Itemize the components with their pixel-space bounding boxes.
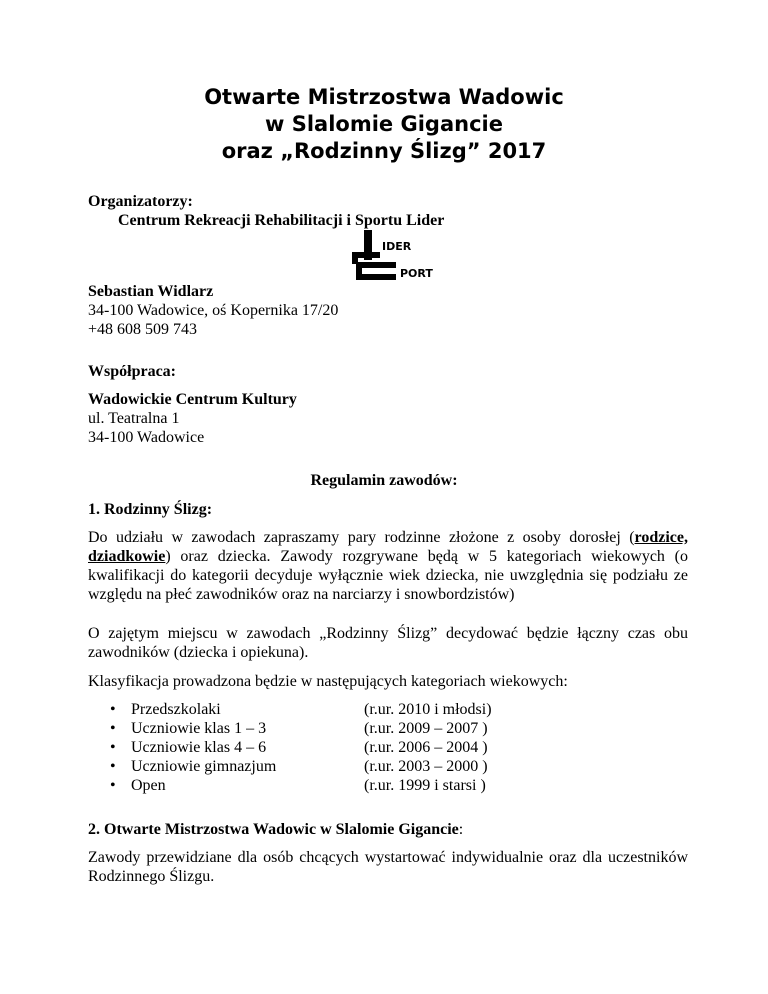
category-birth-years: (r.ur. 2003 – 2000 ) <box>364 758 488 775</box>
category-item <box>88 776 688 795</box>
section1-p3-text: Klasyfikacja prowadzona będzie w następujących kategoriach wiekowych: <box>88 673 568 690</box>
bullet-icon: • <box>110 758 116 775</box>
cooperation-city: 34-100 Wadowice <box>88 429 205 446</box>
section1-paragraph-1 <box>88 528 688 604</box>
document-title <box>0 84 768 165</box>
section1-heading <box>88 500 688 519</box>
category-name: Uczniowie gimnazjum <box>131 758 277 775</box>
section1-paragraph-2: O zajętym miejscu w zawodach „Rodzinny Ślizg” decydować będzie łączny czas obu zawodników (dziecka i opiekuna). <box>88 625 688 661</box>
bullet-icon: • <box>110 720 116 737</box>
section1-paragraph-3 <box>88 672 688 691</box>
title-line-1: Otwarte Mistrzostwa Wadowic <box>204 85 564 109</box>
contact-address: 34-100 Wadowice, oś Kopernika 17/20 <box>88 302 339 319</box>
category-list-block <box>88 700 688 795</box>
category-name: Przedszkolaki <box>131 701 221 718</box>
logo-text-bottom: PORT <box>400 267 433 280</box>
contact-block <box>88 282 688 339</box>
title-line-2: w Slalomie Gigancie <box>265 112 503 136</box>
section1-p1-before: Do udziału w zawodach zapraszamy pary rodzinne złożone z osoby dorosłej ( <box>88 529 635 546</box>
organizer-name: Centrum Rekreacji Rehabilitacji i Sportu Lider <box>118 212 445 229</box>
contact-person: Sebastian Widlarz <box>88 283 214 300</box>
category-name: Uczniowie klas 1 – 3 <box>131 720 267 737</box>
section2-paragraph-1: Zawody przewidziane dla osób chcących wystartować indywidualnie oraz dla uczestników Rodzinnego Ślizgu. <box>88 849 688 885</box>
category-name: Uczniowie klas 4 – 6 <box>131 739 267 756</box>
cooperation-name: Wadowickie Centrum Kultury <box>88 391 297 408</box>
section2-heading <box>88 820 688 839</box>
contact-phone: +48 608 509 743 <box>88 321 198 338</box>
title-line-3: oraz „Rodzinny Ślizg” 2017 <box>221 139 547 163</box>
organizers-heading: Organizatorzy: <box>88 193 193 210</box>
category-birth-years: (r.ur. 2009 – 2007 ) <box>364 720 488 737</box>
bullet-icon: • <box>110 701 116 718</box>
category-item <box>88 719 688 738</box>
rules-heading: Regulamin zawodów: <box>310 472 458 489</box>
section2-heading-text: 2. Otwarte Mistrzostwa Wadowic w Slalomie Gigancie <box>88 821 459 838</box>
section1-heading-text: 1. Rodzinny Ślizg: <box>88 501 213 518</box>
category-birth-years: (r.ur. 1999 i starsi ) <box>364 777 486 794</box>
bullet-icon: • <box>110 739 116 756</box>
cooperation-block <box>88 362 688 381</box>
category-name: Open <box>131 777 166 794</box>
category-list <box>88 700 688 795</box>
cooperation-heading: Współpraca: <box>88 363 176 380</box>
category-item <box>88 700 688 719</box>
cooperation-details <box>88 390 688 447</box>
section1-p1-emphasis: rodzice, dziadkowie <box>88 529 688 565</box>
section2-heading-suffix: : <box>458 821 464 838</box>
category-birth-years: (r.ur. 2006 – 2004 ) <box>364 739 488 756</box>
logo-text-top: IDER <box>382 240 412 253</box>
bullet-icon: • <box>110 777 116 794</box>
section1-p1-after: ) oraz dziecka. Zawody rozgrywane będą w 5 kategoriach wiekowych (o kwalifikacji do kategorii decyduje wyłącznie wiek dziecka, nie uwzględnia się podziału ze względu na płeć zawodników oraz na narciarzy i snowbordzistów) <box>88 548 688 603</box>
category-item <box>88 757 688 776</box>
organizers-block <box>88 192 688 230</box>
category-item <box>88 738 688 757</box>
lider-sport-logo <box>352 230 446 280</box>
category-birth-years: (r.ur. 2010 i młodsi) <box>364 701 492 718</box>
cooperation-street: ul. Teatralna 1 <box>88 410 180 427</box>
